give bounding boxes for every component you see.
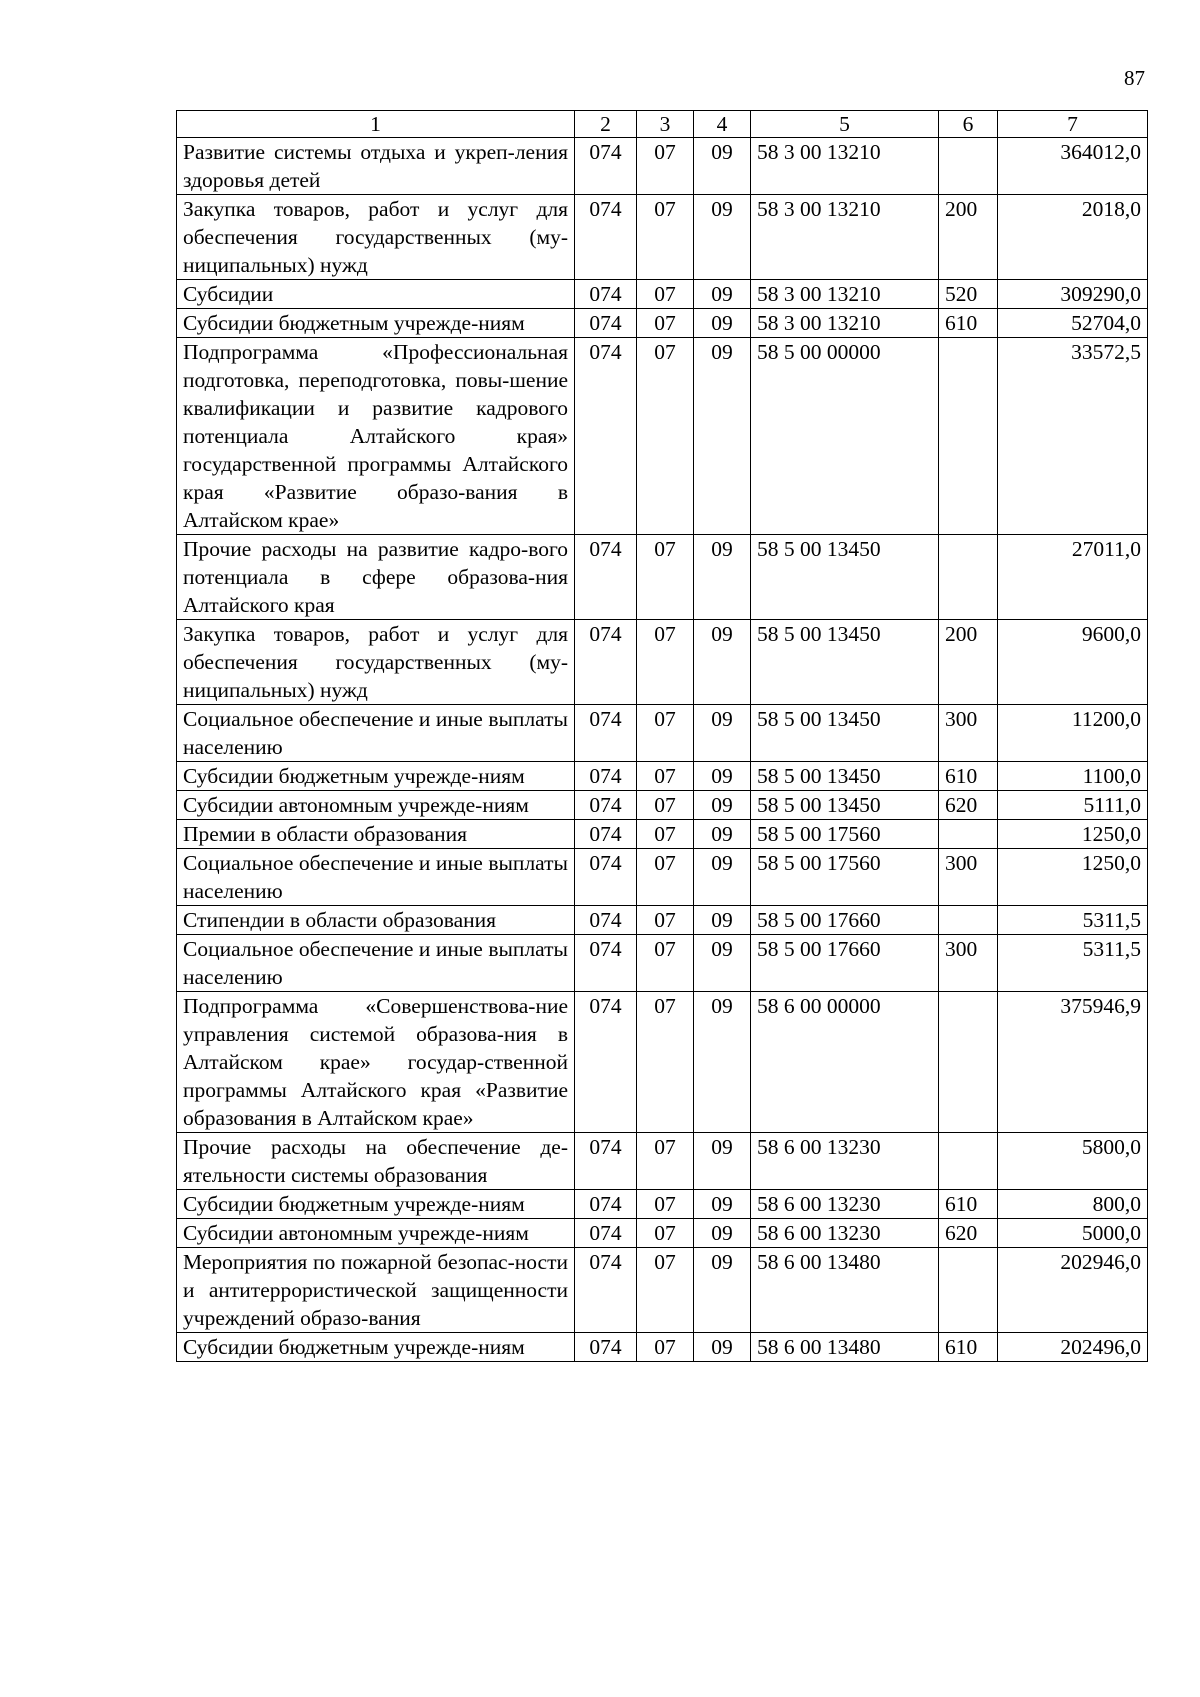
row-name-cell: Закупка товаров, работ и услуг для обеспечения государственных (му-ниципальных) нужд bbox=[177, 195, 575, 280]
amount-cell: 2018,0 bbox=[998, 195, 1148, 280]
expense-type-cell: 610 bbox=[939, 762, 998, 791]
amount-cell: 800,0 bbox=[998, 1190, 1148, 1219]
amount-cell: 9600,0 bbox=[998, 620, 1148, 705]
expense-type-cell: 200 bbox=[939, 195, 998, 280]
row-name-cell: Субсидии бюджетным учрежде-ниям bbox=[177, 762, 575, 791]
expense-type-cell bbox=[939, 535, 998, 620]
amount-cell: 1100,0 bbox=[998, 762, 1148, 791]
table-body bbox=[177, 138, 1148, 1362]
expense-type-cell: 620 bbox=[939, 1219, 998, 1248]
admin-code-cell: 074 bbox=[575, 535, 637, 620]
column-header-7: 7 bbox=[998, 111, 1148, 138]
row-name-cell: Стипендии в области образования bbox=[177, 906, 575, 935]
section-cell: 07 bbox=[637, 705, 694, 762]
section-cell: 07 bbox=[637, 1133, 694, 1190]
table-row bbox=[177, 138, 1148, 195]
target-article-cell: 58 6 00 13230 bbox=[751, 1190, 939, 1219]
subsection-cell: 09 bbox=[694, 138, 751, 195]
admin-code-cell: 074 bbox=[575, 935, 637, 992]
target-article-cell: 58 5 00 00000 bbox=[751, 338, 939, 535]
expense-type-cell: 300 bbox=[939, 849, 998, 906]
section-cell: 07 bbox=[637, 791, 694, 820]
table-row bbox=[177, 1133, 1148, 1190]
column-header-3: 3 bbox=[637, 111, 694, 138]
target-article-cell: 58 5 00 17660 bbox=[751, 935, 939, 992]
amount-cell: 5800,0 bbox=[998, 1133, 1148, 1190]
subsection-cell: 09 bbox=[694, 1190, 751, 1219]
amount-cell: 375946,9 bbox=[998, 992, 1148, 1133]
table-row bbox=[177, 338, 1148, 535]
section-cell: 07 bbox=[637, 620, 694, 705]
admin-code-cell: 074 bbox=[575, 1248, 637, 1333]
column-header-6: 6 bbox=[939, 111, 998, 138]
admin-code-cell: 074 bbox=[575, 791, 637, 820]
section-cell: 07 bbox=[637, 1190, 694, 1219]
amount-cell: 5311,5 bbox=[998, 906, 1148, 935]
section-cell: 07 bbox=[637, 1248, 694, 1333]
admin-code-cell: 074 bbox=[575, 1219, 637, 1248]
section-cell: 07 bbox=[637, 535, 694, 620]
subsection-cell: 09 bbox=[694, 535, 751, 620]
subsection-cell: 09 bbox=[694, 791, 751, 820]
target-article-cell: 58 6 00 13230 bbox=[751, 1219, 939, 1248]
expense-type-cell bbox=[939, 906, 998, 935]
expense-type-cell: 520 bbox=[939, 280, 998, 309]
subsection-cell: 09 bbox=[694, 309, 751, 338]
row-name-cell: Социальное обеспечение и иные выплаты населению bbox=[177, 935, 575, 992]
subsection-cell: 09 bbox=[694, 1219, 751, 1248]
target-article-cell: 58 6 00 13230 bbox=[751, 1133, 939, 1190]
admin-code-cell: 074 bbox=[575, 138, 637, 195]
table-row bbox=[177, 1190, 1148, 1219]
subsection-cell: 09 bbox=[694, 620, 751, 705]
target-article-cell: 58 3 00 13210 bbox=[751, 280, 939, 309]
expense-type-cell bbox=[939, 1133, 998, 1190]
admin-code-cell: 074 bbox=[575, 1190, 637, 1219]
expense-type-cell: 620 bbox=[939, 791, 998, 820]
expense-type-cell: 610 bbox=[939, 309, 998, 338]
subsection-cell: 09 bbox=[694, 1248, 751, 1333]
amount-cell: 5000,0 bbox=[998, 1219, 1148, 1248]
table-row bbox=[177, 992, 1148, 1133]
target-article-cell: 58 3 00 13210 bbox=[751, 138, 939, 195]
target-article-cell: 58 5 00 17560 bbox=[751, 849, 939, 906]
table-row bbox=[177, 535, 1148, 620]
row-name-cell: Подпрограмма «Профессиональная подготовка, переподготовка, повы-шение квалификации и развитие кадрового потенциала Алтайского края» государственной программы Алтайского края «Развитие образо-вания в Алтайском крае» bbox=[177, 338, 575, 535]
subsection-cell: 09 bbox=[694, 762, 751, 791]
admin-code-cell: 074 bbox=[575, 906, 637, 935]
amount-cell: 27011,0 bbox=[998, 535, 1148, 620]
subsection-cell: 09 bbox=[694, 280, 751, 309]
row-name-cell: Прочие расходы на обеспечение де-ятельности системы образования bbox=[177, 1133, 575, 1190]
subsection-cell: 09 bbox=[694, 935, 751, 992]
admin-code-cell: 074 bbox=[575, 820, 637, 849]
section-cell: 07 bbox=[637, 992, 694, 1133]
subsection-cell: 09 bbox=[694, 820, 751, 849]
amount-cell: 309290,0 bbox=[998, 280, 1148, 309]
column-header-2: 2 bbox=[575, 111, 637, 138]
column-header-1: 1 bbox=[177, 111, 575, 138]
row-name-cell: Субсидии bbox=[177, 280, 575, 309]
row-name-cell: Субсидии бюджетным учрежде-ниям bbox=[177, 309, 575, 338]
expense-type-cell bbox=[939, 138, 998, 195]
row-name-cell: Развитие системы отдыха и укреп-ления здоровья детей bbox=[177, 138, 575, 195]
admin-code-cell: 074 bbox=[575, 620, 637, 705]
admin-code-cell: 074 bbox=[575, 338, 637, 535]
target-article-cell: 58 5 00 13450 bbox=[751, 762, 939, 791]
admin-code-cell: 074 bbox=[575, 762, 637, 791]
admin-code-cell: 074 bbox=[575, 280, 637, 309]
admin-code-cell: 074 bbox=[575, 849, 637, 906]
expense-type-cell: 200 bbox=[939, 620, 998, 705]
admin-code-cell: 074 bbox=[575, 1333, 637, 1362]
expense-type-cell: 300 bbox=[939, 705, 998, 762]
admin-code-cell: 074 bbox=[575, 195, 637, 280]
section-cell: 07 bbox=[637, 906, 694, 935]
target-article-cell: 58 3 00 13210 bbox=[751, 195, 939, 280]
target-article-cell: 58 5 00 13450 bbox=[751, 705, 939, 762]
section-cell: 07 bbox=[637, 762, 694, 791]
table-row bbox=[177, 280, 1148, 309]
target-article-cell: 58 5 00 13450 bbox=[751, 620, 939, 705]
amount-cell: 5111,0 bbox=[998, 791, 1148, 820]
table-row bbox=[177, 906, 1148, 935]
table-row bbox=[177, 849, 1148, 906]
target-article-cell: 58 5 00 17660 bbox=[751, 906, 939, 935]
subsection-cell: 09 bbox=[694, 1133, 751, 1190]
target-article-cell: 58 6 00 00000 bbox=[751, 992, 939, 1133]
expense-type-cell bbox=[939, 338, 998, 535]
section-cell: 07 bbox=[637, 1219, 694, 1248]
subsection-cell: 09 bbox=[694, 849, 751, 906]
target-article-cell: 58 6 00 13480 bbox=[751, 1333, 939, 1362]
target-article-cell: 58 6 00 13480 bbox=[751, 1248, 939, 1333]
table-row bbox=[177, 195, 1148, 280]
amount-cell: 1250,0 bbox=[998, 849, 1148, 906]
expense-type-cell: 300 bbox=[939, 935, 998, 992]
amount-cell: 202496,0 bbox=[998, 1333, 1148, 1362]
amount-cell: 364012,0 bbox=[998, 138, 1148, 195]
table-row bbox=[177, 935, 1148, 992]
expense-type-cell: 610 bbox=[939, 1190, 998, 1219]
amount-cell: 202946,0 bbox=[998, 1248, 1148, 1333]
row-name-cell: Премии в области образования bbox=[177, 820, 575, 849]
admin-code-cell: 074 bbox=[575, 992, 637, 1133]
admin-code-cell: 074 bbox=[575, 309, 637, 338]
table-row bbox=[177, 1219, 1148, 1248]
page-number: 87 bbox=[1124, 66, 1145, 90]
target-article-cell: 58 5 00 17560 bbox=[751, 820, 939, 849]
budget-table bbox=[176, 110, 1148, 1362]
row-name-cell: Социальное обеспечение и иные выплаты населению bbox=[177, 705, 575, 762]
amount-cell: 52704,0 bbox=[998, 309, 1148, 338]
table-row bbox=[177, 1333, 1148, 1362]
column-header-4: 4 bbox=[694, 111, 751, 138]
subsection-cell: 09 bbox=[694, 195, 751, 280]
section-cell: 07 bbox=[637, 338, 694, 535]
table-row bbox=[177, 791, 1148, 820]
table-row bbox=[177, 620, 1148, 705]
section-cell: 07 bbox=[637, 849, 694, 906]
subsection-cell: 09 bbox=[694, 1333, 751, 1362]
subsection-cell: 09 bbox=[694, 906, 751, 935]
section-cell: 07 bbox=[637, 1333, 694, 1362]
row-name-cell: Закупка товаров, работ и услуг для обеспечения государственных (му-ниципальных) нужд bbox=[177, 620, 575, 705]
amount-cell: 11200,0 bbox=[998, 705, 1148, 762]
subsection-cell: 09 bbox=[694, 992, 751, 1133]
table-row bbox=[177, 762, 1148, 791]
subsection-cell: 09 bbox=[694, 338, 751, 535]
section-cell: 07 bbox=[637, 309, 694, 338]
target-article-cell: 58 3 00 13210 bbox=[751, 309, 939, 338]
expense-type-cell bbox=[939, 992, 998, 1133]
target-article-cell: 58 5 00 13450 bbox=[751, 791, 939, 820]
amount-cell: 1250,0 bbox=[998, 820, 1148, 849]
row-name-cell: Субсидии бюджетным учрежде-ниям bbox=[177, 1190, 575, 1219]
header-row bbox=[177, 111, 1148, 138]
row-name-cell: Мероприятия по пожарной безопас-ности и антитеррористической защищенности учреждений образо-вания bbox=[177, 1248, 575, 1333]
section-cell: 07 bbox=[637, 280, 694, 309]
row-name-cell: Субсидии автономным учрежде-ниям bbox=[177, 791, 575, 820]
target-article-cell: 58 5 00 13450 bbox=[751, 535, 939, 620]
column-header-5: 5 bbox=[751, 111, 939, 138]
row-name-cell: Субсидии бюджетным учрежде-ниям bbox=[177, 1333, 575, 1362]
row-name-cell: Прочие расходы на развитие кадро-вого потенциала в сфере образова-ния Алтайского края bbox=[177, 535, 575, 620]
table-row bbox=[177, 820, 1148, 849]
amount-cell: 33572,5 bbox=[998, 338, 1148, 535]
section-cell: 07 bbox=[637, 138, 694, 195]
expense-type-cell: 610 bbox=[939, 1333, 998, 1362]
table-row bbox=[177, 309, 1148, 338]
section-cell: 07 bbox=[637, 935, 694, 992]
admin-code-cell: 074 bbox=[575, 705, 637, 762]
expense-type-cell bbox=[939, 1248, 998, 1333]
row-name-cell: Социальное обеспечение и иные выплаты населению bbox=[177, 849, 575, 906]
table-row bbox=[177, 1248, 1148, 1333]
row-name-cell: Субсидии автономным учрежде-ниям bbox=[177, 1219, 575, 1248]
amount-cell: 5311,5 bbox=[998, 935, 1148, 992]
admin-code-cell: 074 bbox=[575, 1133, 637, 1190]
row-name-cell: Подпрограмма «Совершенствова-ние управления системой образова-ния в Алтайском крае» государ-ственной программы Алтайского края «Развитие образования в Алтайском крае» bbox=[177, 992, 575, 1133]
subsection-cell: 09 bbox=[694, 705, 751, 762]
section-cell: 07 bbox=[637, 195, 694, 280]
section-cell: 07 bbox=[637, 820, 694, 849]
expense-type-cell bbox=[939, 820, 998, 849]
table-row bbox=[177, 705, 1148, 762]
